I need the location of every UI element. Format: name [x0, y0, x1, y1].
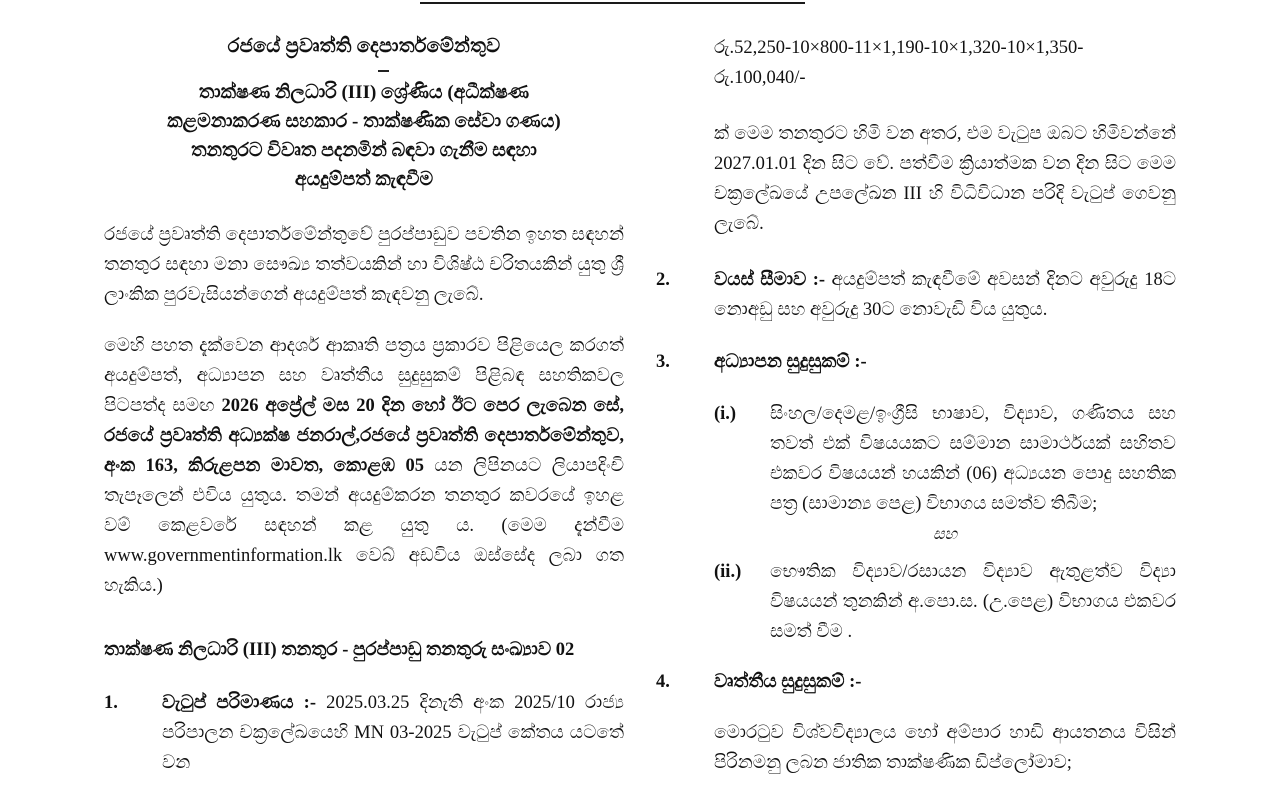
item-4-qualification-text: මොරටුව විශ්වවිද්‍යාලය හෝ අම්පාර හාඩි ආයතනය විසින් පිරිනමනු ලබන ජාතික තාක්ෂණික ඩිප්ලෝමාව;	[714, 723, 1176, 774]
item-4-number: 4.	[656, 671, 670, 692]
numbered-item-4	[656, 668, 1176, 698]
post-title-line-2: කළමනාකරණ සහකාර - තාක්ෂණික සේවා ගණය)	[167, 111, 561, 133]
item-1-text: 2025.03.25 දිනැති අංක 2025/10 රාජ්‍ය පරිපාලන චක්‍රලේඛයෙහි MN 03-2025 වැටුප් කේතය යටතේ වන	[162, 693, 624, 774]
numbered-item-2	[656, 266, 1176, 326]
instructions-address-bold: 2026 අප්‍රේල් මස 20 දින හෝ ඊට පෙර ලැබෙන සේ, රජයේ ප්‍රවෘත්ති අධ්‍යක්ෂ ජනරාල්,රජයේ ප්‍රවෘත්ති දෙපාර්තමේන්තුව, අංක 163, කිරුළපන මාවත, කොළඹ 05	[104, 395, 624, 476]
sub-item-i-text: සිංහල/දෙමළ/ඉංග්‍රීසි භාෂාව, විද්‍යාව, ගණිතය සහ තවත් එක් විෂයයකට සම්මාන සාමාර්ථයක් සහිතව එකවර විෂයයන් හයකින් (06) අධ්‍යයන පොදු සහතික පත්‍ර (සාමාන්‍ය පෙළ) විභාගය සමත්ව තිබීම;	[770, 403, 1176, 514]
stray-dash-mark	[378, 70, 389, 72]
post-title-line-3: තනතුරට විවෘත පදනමින් බඳවා ගැනීම සඳහා	[191, 140, 537, 162]
sub-item-i-marker: (i.)	[714, 403, 737, 424]
item-1-number: 1.	[104, 693, 118, 714]
instructions-part-3: යන ලිපිනයට ලියාපදිංචි තැපෑලෙන් එවිය යුතුය. තමන් අයදුම්කරන තනතුර කවරයේ ඉහළ වම් කෙළවරේ සඳහන් කළ යුතු ය. (මෙම දැන්වීම www.governmentinformation.lk වෙබ් අඩවිය ඔස්සේද ලබා ගත හැකිය.)	[104, 455, 624, 596]
item-1-body	[162, 689, 624, 779]
spacer	[656, 94, 1176, 120]
salary-scale-block	[656, 34, 1176, 94]
department-title: රජයේ ප්‍රවෘත්ති දෙපාර්තමේන්තුව	[227, 36, 501, 57]
sub-item-ii-text: භෞතික විද්‍යාව/රසායන විද්‍යාව ඇතුළත්ව විද්‍යා විෂයයන් තුනකින් අ.පො.ස. (උ.පෙළ) විභාගය එකවර සමත් වීම .	[770, 561, 1176, 642]
vacancy-count-subheading: තාක්ෂණ නිලධාරි (III) තනතුර - පුරප්පාඩු තනතුරු සංඛ්‍යාව 02	[104, 640, 575, 661]
item-4-label: වෘත්තීය සුදුසුකම් :-	[714, 671, 862, 692]
post-title-line-4: අයදුම්පත් කැඳවීම	[294, 168, 434, 190]
item-2-number: 2.	[656, 269, 670, 290]
item-3-label: අධ්‍යාපන සුදුසුකම් :-	[714, 351, 867, 372]
spacer	[104, 622, 624, 636]
sub-item-i	[656, 400, 1176, 520]
post-title	[104, 79, 624, 195]
sub-item-ii-marker: (ii.)	[714, 561, 742, 582]
spacer	[656, 654, 1176, 668]
item-2-label: වයස් සීමාව :-	[714, 269, 826, 290]
post-title-line-1: තාක්ෂණ නිලධාරි (III) ශ්‍රේණිය (අධීක්ෂණ	[198, 82, 530, 104]
conjunction-and: සහ	[932, 525, 958, 543]
instructions-part-1: මෙහි පහත දැක්වෙන ආදර්ශ ආකෘති පත්‍රය ප්‍රකාරව පිළියෙල කරගත් අයදුම්පත්, අධ්‍යාපන සහ වෘත්තීය සුදුසුකම් පිළිබඳ සහතිකවල පිටපත්ද සමඟ	[104, 335, 624, 416]
salary-scale-line-1: රු.52,250-10×800-11×1,190-10×1,320-10×1,350-	[714, 38, 1084, 58]
sub-item-ii	[656, 558, 1176, 648]
item-3-number: 3.	[656, 351, 670, 372]
left-column	[104, 34, 624, 801]
item-2-text: අයදුම්පත් කැඳවීමේ අවසන් දිනට අවුරුදු 18ට නොඅඩු සහ අවුරුදු 30ට නොවැඩි විය යුතුය.	[714, 269, 1177, 320]
intro-paragraph: රජයේ ප්‍රවෘත්ති දෙපාර්තමේන්තුවේ පුරප්පාඩුව පවතින ඉහත සඳහන් තනතුර සඳහා මනා සෞඛ්‍ය තත්වයකින් හා විශිෂ්ඨ චරිතයකින් යුතු ශ්‍රී ලාංකික පුරවැසියන්ගෙන් අයදුම්පත් කැඳවනු ලැබේ.	[104, 224, 624, 305]
item-3-body	[714, 348, 1176, 378]
numbered-item-1	[104, 689, 624, 779]
item-1-label: වැටුප් පරිමාණය :-	[162, 693, 317, 714]
right-column	[656, 34, 1176, 779]
top-horizontal-rule	[420, 2, 805, 4]
salary-continuation-paragraph: ක් මෙම තනතුරට හිමි වන අතර, එම වැටුප ඔබට හිමිවන්නේ 2027.01.01 දින සිට වේ. පත්වීම ක්‍රියාත්මක වන දින සිට මෙම චක්‍රලේඛයේ උපලේඛන III හි විධිවිධාන පරිදි වැටුප් ගෙවනු ලැබේ.	[714, 123, 1176, 234]
numbered-item-3	[656, 348, 1176, 378]
spacer	[656, 240, 1176, 266]
item-4-body	[714, 668, 1176, 698]
salary-scale-line-2: රු.100,040/-	[714, 67, 806, 88]
item-2-body	[714, 266, 1176, 326]
application-instructions-paragraph	[104, 332, 624, 602]
two-column-layout	[0, 34, 1275, 801]
